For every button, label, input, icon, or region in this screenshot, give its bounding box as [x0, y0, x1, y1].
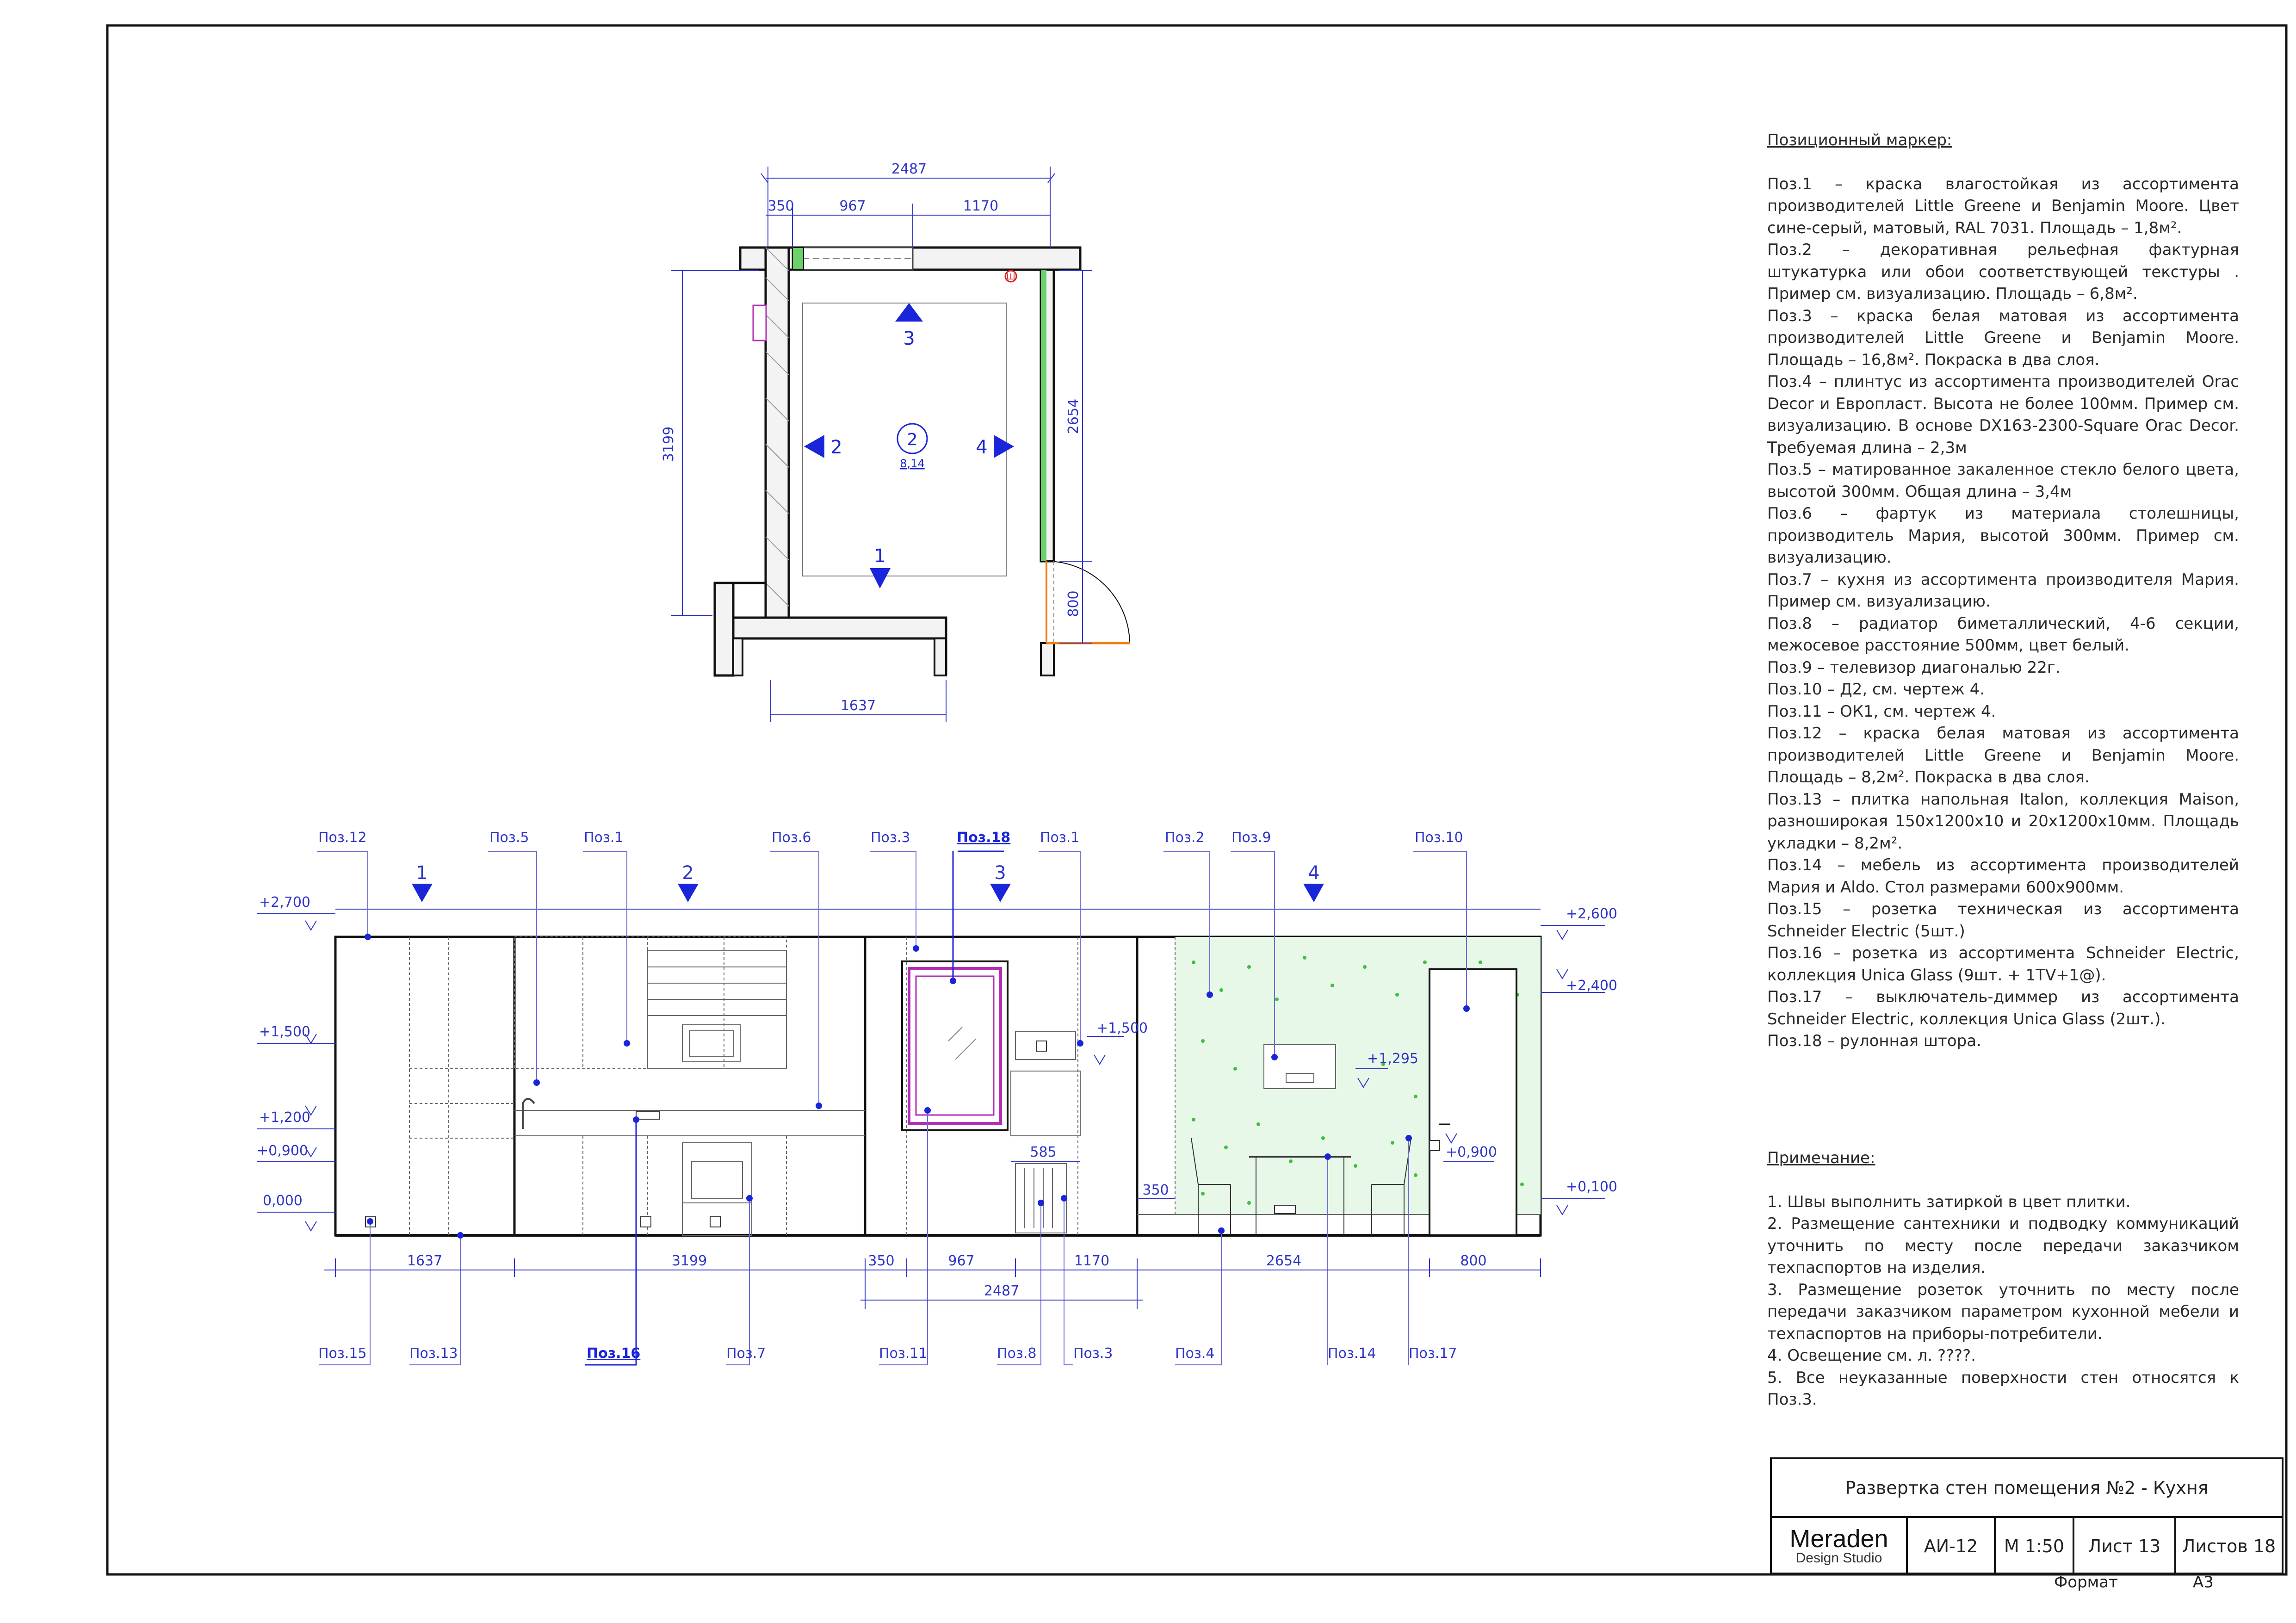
- elev-tag-bottom-3: Поз.3: [1073, 1345, 1113, 1362]
- elev-dim-350: 350: [868, 1253, 895, 1269]
- elev-window-frame: [902, 961, 1008, 1130]
- note-item: Поз.2 – декоративная рельефная фактурная штукатурка или обои соответствующей текстуры . Пример см. визуализацию. Площадь – 6,8м².: [1767, 241, 2239, 303]
- plan-view-marker-2: [804, 435, 824, 458]
- elev-dim-585: 585: [1030, 1144, 1057, 1160]
- elev-tag-top-2: Поз.2: [1165, 830, 1205, 846]
- plan-left-niche: [753, 305, 766, 341]
- level-right-0100: +0,100: [1566, 1179, 1618, 1195]
- level-right-1295: +1,295: [1367, 1051, 1419, 1067]
- plan-dim-1637: 1637: [840, 698, 876, 714]
- elev-dim-350b: 350: [1142, 1182, 1169, 1198]
- level-right-2400: +2,400: [1566, 978, 1618, 994]
- elev-section-marker-1: [412, 884, 433, 902]
- plan-dim-total: 2487: [891, 161, 927, 177]
- plan-view-marker-1: [870, 568, 891, 588]
- elev-tag-bottom-17: Поз.17: [1409, 1345, 1457, 1362]
- elev-tag-bottom-16: Поз.16: [587, 1345, 641, 1362]
- logo-sub: Design Studio: [1795, 1550, 1882, 1566]
- elev-tag-bottom-14: Поз.14: [1328, 1345, 1376, 1362]
- floor-plan: [661, 161, 1130, 722]
- elev-tag-top-5: Поз.5: [489, 830, 529, 846]
- elev-dim-1637: 1637: [407, 1253, 443, 1269]
- elev-dim-2487: 2487: [984, 1283, 1020, 1299]
- position-notes: [1767, 130, 2239, 1053]
- title-block: [1770, 1457, 2284, 1574]
- studio-logo: [1772, 1518, 1906, 1574]
- wall-elevations: [257, 830, 1617, 1365]
- elev-tag-bottom-8: Поз.8: [997, 1345, 1037, 1362]
- elev-section-marker-2: [678, 884, 699, 902]
- elev-tag-top-9: Поз.9: [1232, 830, 1271, 846]
- note-item: Поз.9 – телевизор диагональю 22г.: [1767, 658, 2061, 677]
- room-number: 2: [907, 430, 918, 449]
- note-item: Поз.15 – розетка техническая из ассортимента Schneider Electric (5шт.): [1767, 900, 2239, 941]
- elev-tag-top-12: Поз.12: [318, 830, 367, 846]
- note-item: Поз.13 – плитка напольная Italon, коллекция Maison, разноширокая 150х1200х10 и 20х1200х10мм. Площадь укладки – 8,2м².: [1767, 790, 2239, 853]
- plan-dim-350: 350: [767, 198, 794, 214]
- note-item: Поз.4 – плинтус из ассортимента производителей Orac Decor и Европласт. Высота не более 100мм. Пример см. визуализацию. В основе DX163-2300-Square Orac Decor. Требуемая длина – 2,3м: [1767, 372, 2239, 457]
- plan-dim-967: 967: [839, 198, 866, 214]
- level-right-0900: +0,900: [1446, 1144, 1498, 1160]
- elev-tag-top-1a: Поз.1: [584, 830, 624, 846]
- elev-dim-967: 967: [948, 1253, 975, 1269]
- elev-tag-top-3: Поз.3: [871, 830, 910, 846]
- format-label: Формат: [2054, 1573, 2118, 1592]
- remarks: [1767, 1147, 2239, 1411]
- note-item: Поз.7 – кухня из ассортимента производителя Мария. Пример см. визуализацию.: [1767, 570, 2239, 611]
- elev-section-marker-4: [1303, 884, 1324, 902]
- remark-item: 1. Швы выполнить затиркой в цвет плитки.: [1767, 1192, 2131, 1211]
- plan-dim-2654: 2654: [1065, 398, 1082, 434]
- format-value: А3: [2193, 1573, 2214, 1592]
- elev-section-label-1: 1: [416, 862, 428, 884]
- elev-tag-bottom-11: Поз.11: [879, 1345, 928, 1362]
- note-item: Поз.14 – мебель из ассортимента производителей Мария и Aldo. Стол размерами 600х900мм.: [1767, 856, 2239, 897]
- elev-roller-blind: [909, 968, 1001, 1123]
- elev-tag-bottom-7: Поз.7: [726, 1345, 766, 1362]
- sheet-number: Лист 13: [2073, 1518, 2174, 1574]
- elev-section-label-4: 4: [1308, 862, 1320, 884]
- elev-dim-3199: 3199: [671, 1253, 707, 1269]
- logo-main: Meraden: [1789, 1525, 1888, 1553]
- plan-radiator-tag: Ш: [1006, 272, 1015, 282]
- note-item: Поз.8 – радиатор биметаллический, 4-6 секции, межосевое расстояние 500мм, цвет белый.: [1767, 614, 2239, 655]
- level-right-1500: +1,500: [1096, 1020, 1148, 1036]
- note-item: Поз.5 – матированное закаленное стекло белого цвета, высотой 300мм. Общая длина – 3,4м: [1767, 460, 2239, 501]
- elev-dim-1170: 1170: [1074, 1253, 1110, 1269]
- remarks-header: Примечание:: [1767, 1149, 1875, 1167]
- elev-tag-bottom-13: Поз.13: [409, 1345, 458, 1362]
- plan-dim-1170: 1170: [963, 198, 999, 214]
- elev-door: [1430, 969, 1516, 1235]
- plan-view-label-4: 4: [976, 437, 988, 458]
- plan-left-wall: [766, 248, 789, 618]
- plan-door-swing: [1046, 561, 1130, 643]
- sheet-title: Развертка стен помещения №2 - Кухня: [1772, 1459, 2282, 1518]
- elev-dim-800: 800: [1460, 1253, 1487, 1269]
- elev-faucet: [523, 1099, 534, 1129]
- remark-item: 2. Размещение сантехники и подводку коммуникаций уточнить по месту после передачи заказчиком техпаспортов на изделия.: [1767, 1214, 2239, 1277]
- note-item: Поз.18 – рулонная штора.: [1767, 1032, 1981, 1050]
- level-left-2700: +2,700: [259, 894, 311, 911]
- note-item: Поз.12 – краска белая матовая из ассортимента производителей Little Greene и Benjamin Moore. Площадь – 8,2м². Покраска в два слоя.: [1767, 724, 2239, 787]
- plan-dim-3199: 3199: [661, 426, 677, 462]
- elev-tag-bottom-15: Поз.15: [318, 1345, 367, 1362]
- note-item: Поз.17 – выключатель-диммер из ассортимента Schneider Electric, коллекция Unica Glass (2шт.).: [1767, 988, 2239, 1028]
- elev-tag-top-10: Поз.10: [1415, 830, 1463, 846]
- plan-view-marker-4: [994, 435, 1014, 458]
- elev-tag-top-18: Поз.18: [957, 830, 1011, 846]
- note-item: Поз.10 – Д2, см. чертеж 4.: [1767, 680, 1985, 699]
- plan-dim-800: 800: [1065, 590, 1082, 617]
- level-left-1200: +1,200: [259, 1109, 311, 1126]
- level-right-2600: +2,600: [1566, 906, 1618, 922]
- plan-view-label-1: 1: [874, 545, 886, 567]
- elev-dim-2654: 2654: [1266, 1253, 1302, 1269]
- remark-item: 3. Размещение розеток уточнить по месту после передачи заказчиком параметром кухонной мебели и техпаспортов на приборы-потребители.: [1767, 1280, 2239, 1343]
- elev-section-label-3: 3: [994, 862, 1006, 884]
- elev-section-label-2: 2: [682, 862, 694, 884]
- note-item: Поз.6 – фартук из материала столешницы, производитель Мария, высотой 300мм. Пример см. визуализацию.: [1767, 504, 2239, 567]
- note-item: Поз.3 – краска белая матовая из ассортимента производителей Little Greene и Benjamin Moore. Площадь – 16,8м². Покраска в два слоя.: [1767, 306, 2239, 369]
- note-item: Поз.11 – ОК1, см. чертеж 4.: [1767, 702, 1996, 721]
- elev-tag-top-1b: Поз.1: [1040, 830, 1080, 846]
- project-code: АИ-12: [1906, 1518, 1994, 1574]
- sheet-count: Листов 18: [2174, 1518, 2282, 1574]
- level-left-0900: +0,900: [257, 1143, 309, 1159]
- elev-section-marker-3: [990, 884, 1011, 902]
- level-left-0000: 0,000: [263, 1193, 303, 1209]
- drawing-scale: М 1:50: [1994, 1518, 2073, 1574]
- level-left-1500: +1,500: [259, 1024, 311, 1040]
- plan-view-label-2: 2: [830, 437, 842, 458]
- notes-header: Позиционный маркер:: [1767, 131, 1952, 149]
- remark-item: 5. Все неуказанные поверхности стен относятся к Поз.3.: [1767, 1368, 2239, 1409]
- note-item: Поз.1 – краска влагостойкая из ассортимента производителей Little Greene и Benjamin Moore. Цвет сине-серый, матовый, RAL 7031. Площадь – 1,8м².: [1767, 174, 2239, 237]
- note-item: Поз.16 – розетка из ассортимента Schneider Electric, коллекция Unica Glass (9шт. + 1TV+1@).: [1767, 944, 2239, 985]
- elev-tag-top-6: Поз.6: [772, 830, 811, 846]
- remark-item: 4. Освещение см. л. ????.: [1767, 1346, 1976, 1365]
- plan-view-label-3: 3: [903, 328, 915, 349]
- elev-tag-bottom-4: Поз.4: [1175, 1345, 1215, 1362]
- room-area: 8,14: [900, 457, 925, 470]
